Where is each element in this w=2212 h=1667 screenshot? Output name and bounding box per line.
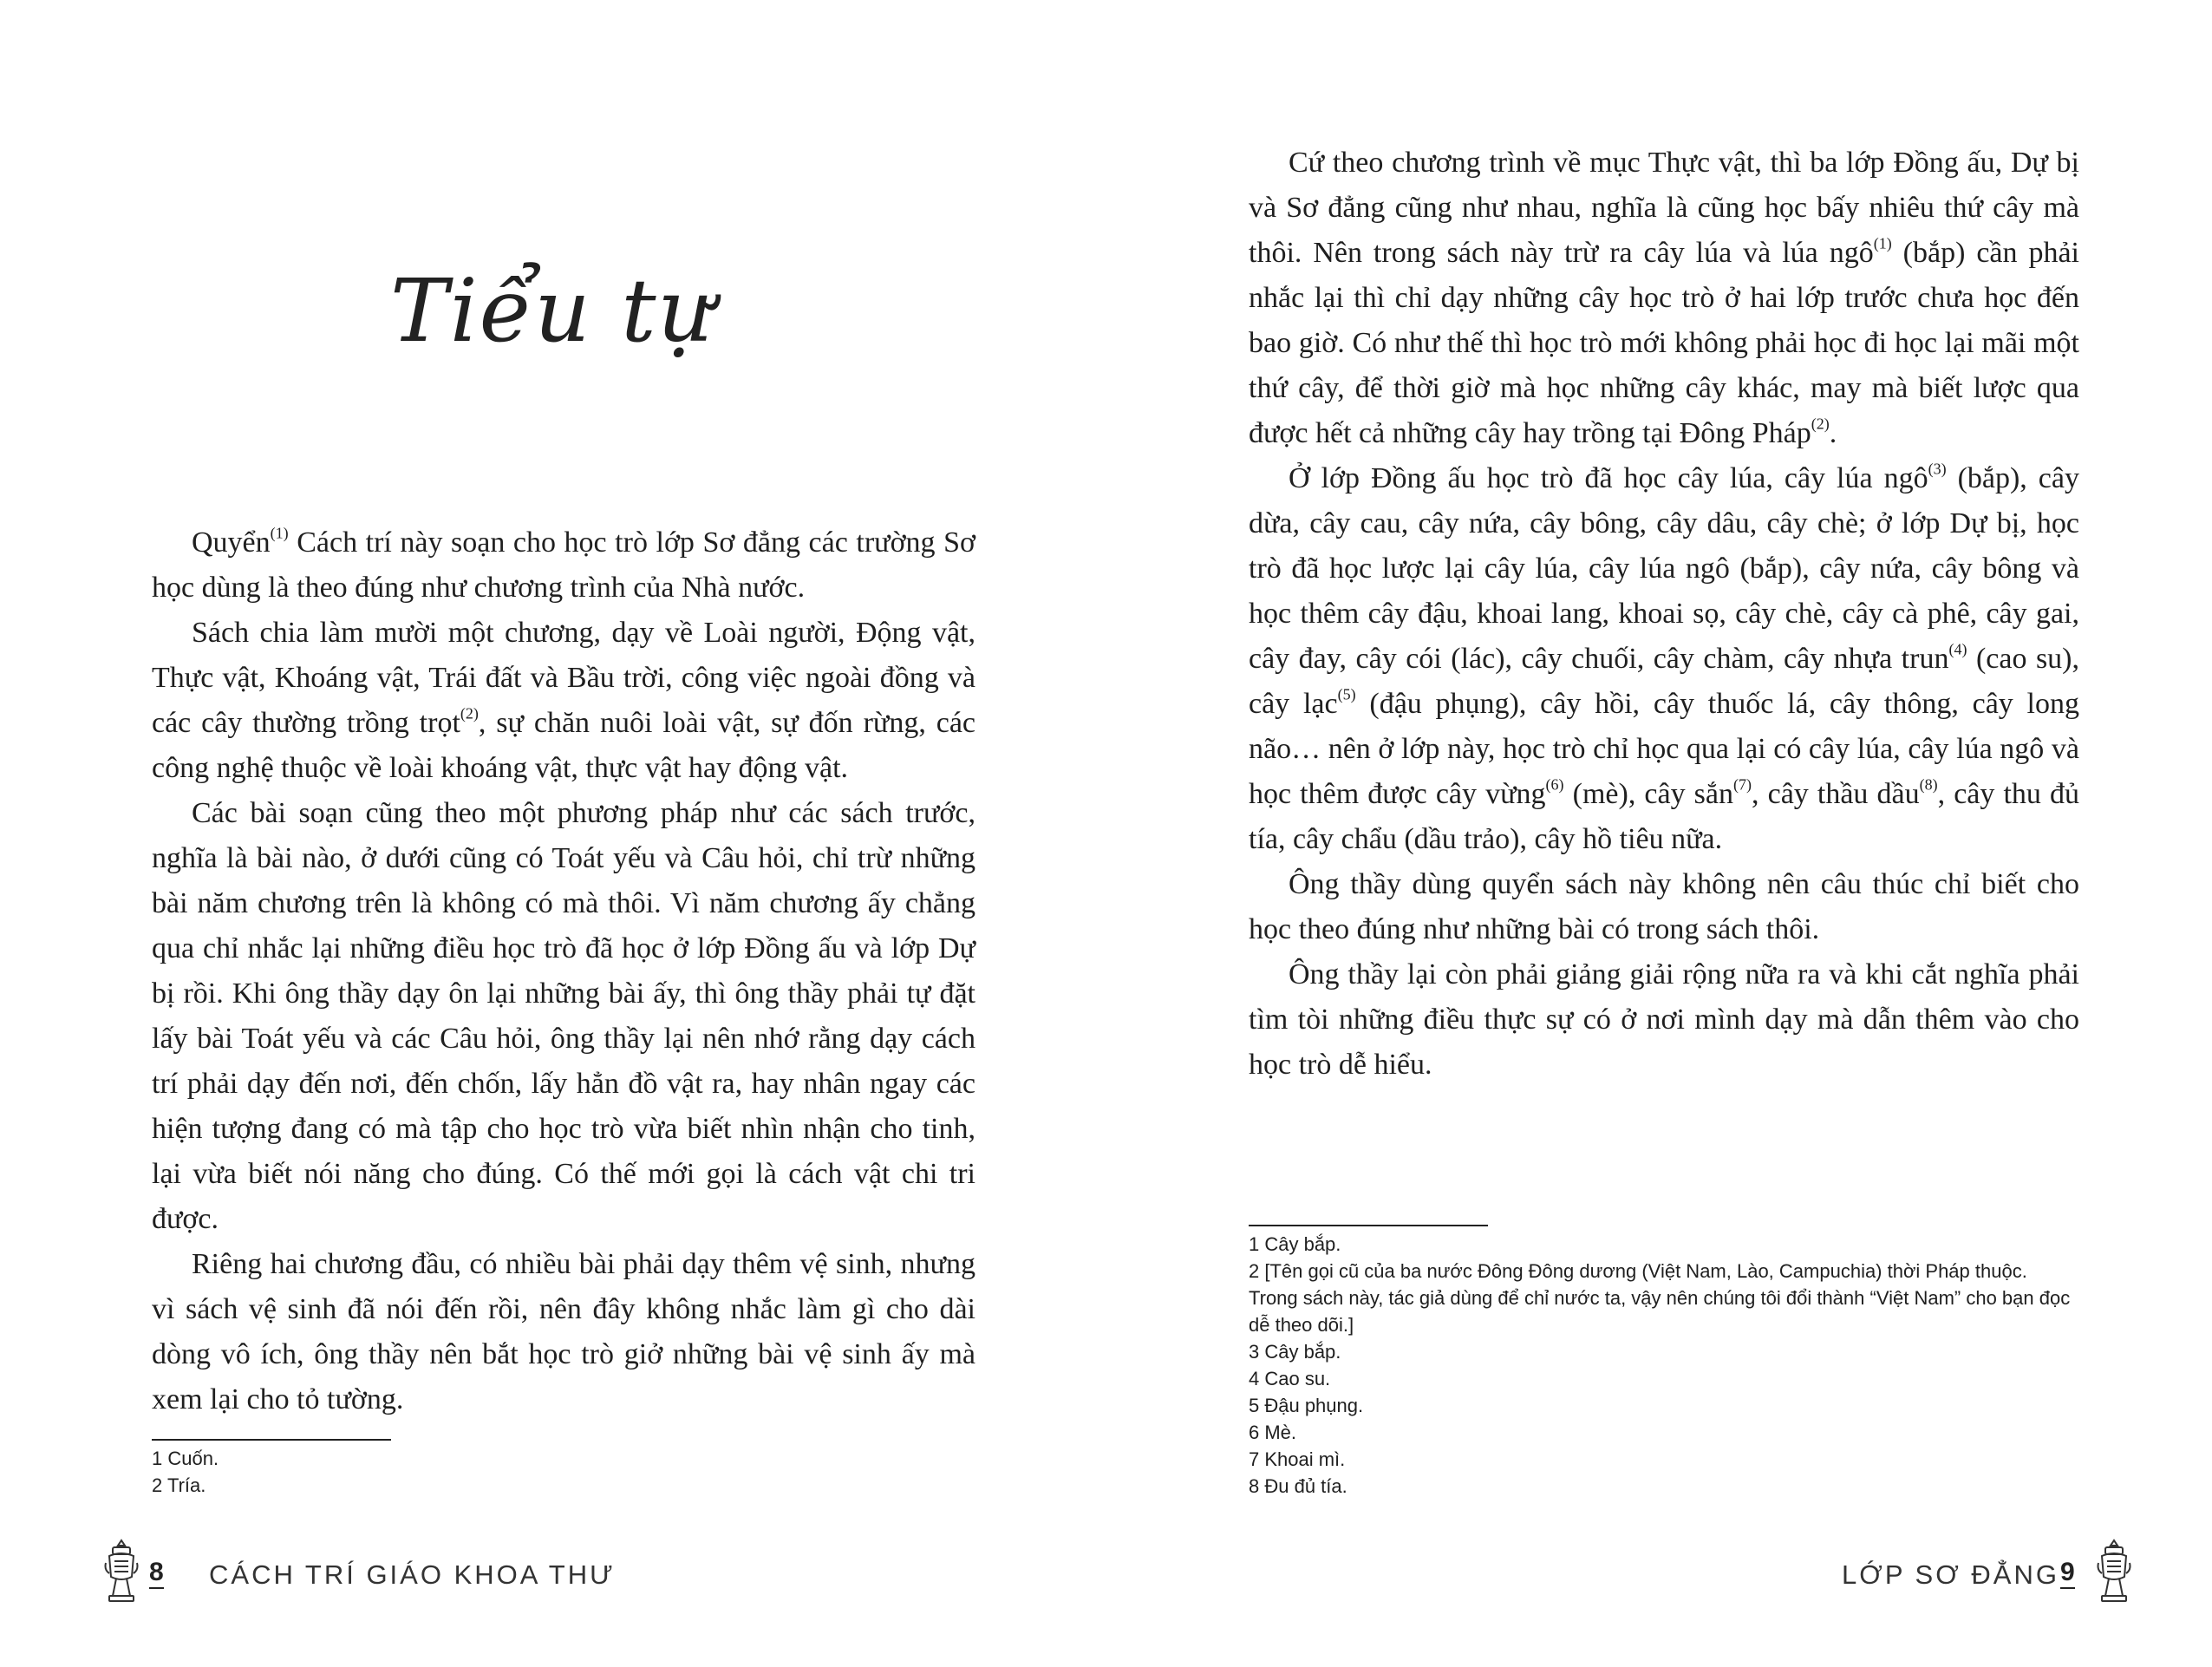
ornamental-emblem-icon — [102, 1537, 140, 1606]
footnote-marker: (8) — [1919, 775, 1938, 794]
text-run: . — [1829, 417, 1837, 449]
footnote: 2 [Tên gọi cũ của ba nước Đông Đông dương (Việt Nam, Lào, Campuchia) thời Pháp thuộc. Trong sách này, tác giả dùng để chỉ nước ta, vậy nên chúng tôi đổi thành “Việt Nam” cho bạn đọc dễ theo dõi.] — [1249, 1260, 2071, 1336]
running-title: CÁCH TRÍ GIÁO KHOA THƯ — [209, 1559, 616, 1590]
page-footer — [1106, 1537, 2212, 1606]
footnote: 8 Đu đủ tía. — [1249, 1475, 1347, 1497]
ornamental-emblem-icon — [2095, 1537, 2133, 1606]
footnote-marker: (4) — [1948, 640, 1967, 658]
text-run: Sách chia làm mười một chương, dạy về Loài người, Động vật, Thực vật, Khoáng vật, Trái đất và Bầu trời, công việc ngoài đồng và các cây thường trồng trọt — [152, 617, 975, 739]
body-paragraph — [152, 611, 975, 791]
page-number: 9 — [2060, 1559, 2075, 1589]
footnote: 7 Khoai mì. — [1249, 1448, 1346, 1470]
body-paragraph — [152, 791, 975, 1242]
footnotes — [1249, 1231, 2079, 1500]
footnote-divider — [1249, 1225, 1488, 1226]
text-run: (bắp) cần phải nhắc lại thì chỉ dạy những cây học trò ở hai lớp trước chưa học đến bao giờ. Có như thế thì học trò mới không phải học đi học lại mãi một thứ cây, để thời giờ mà học những cây khác, may mà biết lược qua được hết cả những cây hay trồng tại Đông Pháp — [1249, 237, 2079, 449]
page-number: 8 — [149, 1559, 164, 1589]
footnote-marker: (5) — [1337, 685, 1356, 703]
text-run: Quyển — [192, 526, 271, 559]
text-run: Ông thầy lại còn phải giảng giải rộng nữa ra và khi cắt nghĩa phải tìm tòi những điều thực sự có ở nơi mình dạy mà dẫn thêm vào cho học trò dễ hiểu. — [1249, 958, 2079, 1081]
footnote-marker: (1) — [1873, 234, 1892, 252]
body-paragraph — [1249, 862, 2079, 952]
footnote: 2 Tría. — [152, 1474, 206, 1496]
footnote-marker: (3) — [1928, 460, 1947, 478]
running-title: LỚP SƠ ĐẲNG — [1842, 1559, 2059, 1590]
body-paragraph — [1249, 952, 2079, 1088]
text-run: (bắp), cây dừa, cây cau, cây nứa, cây bông, cây dâu, cây chè; ở lớp Dự bị, học trò đã học lược lại cây lúa, cây lúa ngô (bắp), cây nứa, cây bông và học thêm cây đậu, khoai lang, khoai sọ, cây chè, cây cà phê, cây gai, cây đay, cây cói (lác), cây chuối, cây chàm, cây nhựa trun — [1249, 462, 2079, 675]
text-run: Riêng hai chương đầu, có nhiều bài phải dạy thêm vệ sinh, nhưng vì sách vệ sinh đã nói đến rồi, nên đây không nhắc làm gì cho dài dòng vô ích, ông thầy nên bắt học trò giở những bài vệ sinh ấy mà xem lại cho tỏ tường. — [152, 1248, 975, 1415]
text-run: (mè), cây sắn — [1563, 778, 1734, 810]
body-paragraph — [1249, 141, 2079, 456]
text-run: , cây thầu dầu — [1752, 778, 1920, 810]
left-body-text — [152, 520, 975, 1422]
footnote: 5 Đậu phụng. — [1249, 1395, 1364, 1416]
page-footer — [0, 1537, 1106, 1606]
footnote: 1 Cuốn. — [152, 1448, 219, 1469]
text-run: Cách trí này soạn cho học trò lớp Sơ đẳng các trường Sơ học dùng là theo đúng như chương trình của Nhà nước. — [152, 526, 975, 604]
footnote-divider — [152, 1439, 391, 1441]
footnote: 3 Cây bắp. — [1249, 1341, 1341, 1363]
right-body-text — [1249, 141, 2079, 1088]
footnote-marker: (2) — [460, 704, 479, 722]
right-page — [1106, 0, 2212, 1667]
footnote-marker: (7) — [1733, 775, 1752, 794]
text-run: (đậu phụng), cây hồi, cây thuốc lá, cây thông, cây long não… nên ở lớp này, học trò chỉ học qua lại có cây lúa, cây lúa ngô và học thêm được cây vừng — [1249, 688, 2080, 810]
text-run: Các bài soạn cũng theo một phương pháp như các sách trước, nghĩa là bài nào, ở dưới cũng có Toát yếu và Câu hỏi, chỉ trừ những bài năm chương trên là không có mà thôi. Vì năm chương ấy chẳng qua chỉ nhắc lại những điều học trò đã học ở lớp Đồng ấu và lớp Dự bị rồi. Khi ông thầy dạy ôn lại những bài ấy, thì ông thầy phải tự đặt lấy bài Toát yếu và các Câu hỏi, ông thầy lại nên nhớ rằng dạy cách trí phải dạy đến nơi, đến chốn, lấy hẳn đồ vật ra, hay nhân ngay các hiện tượng đang có mà tập cho học trò vừa biết nhìn nhận cho tinh, lại vừa biết nói năng cho đúng. Có thế mới gọi là cách vật chi tri được. — [152, 797, 975, 1235]
footnote: 1 Cây bắp. — [1249, 1233, 1341, 1255]
footnotes — [152, 1445, 672, 1499]
text-run: Ông thầy dùng quyển sách này không nên câu thúc chỉ biết cho học theo đúng như những bài có trong sách thôi. — [1249, 868, 2079, 945]
text-run: Ở lớp Đồng ấu học trò đã học cây lúa, cây lúa ngô — [1289, 462, 1928, 494]
text-run: Cứ theo chương trình về mục Thực vật, thì ba lớp Đồng ấu, Dự bị và Sơ đẳng cũng như nhau, nghĩa là cũng học bấy nhiêu thứ cây mà thôi. Nên trong sách này trừ ra cây lúa và lúa ngô — [1249, 147, 2079, 269]
text-run: , cây thu đủ tía, cây chẩu (dầu trảo), cây hồ tiêu nữa. — [1249, 778, 2080, 855]
body-paragraph — [1249, 456, 2079, 862]
text-run: , sự chăn nuôi loài vật, sự đốn rừng, các công nghệ thuộc về loài khoáng vật, thực vật hay động vật. — [152, 707, 975, 784]
body-paragraph — [152, 520, 975, 611]
page-title: Tiểu tự — [390, 260, 715, 362]
body-paragraph — [152, 1242, 975, 1422]
text-run: (cao su), cây lạc — [1249, 643, 2079, 720]
footnote-marker: (1) — [270, 524, 289, 542]
footnote: 6 Mè. — [1249, 1422, 1297, 1443]
footnote-marker: (2) — [1811, 415, 1830, 433]
footnote-marker: (6) — [1545, 775, 1564, 794]
footnote: 4 Cao su. — [1249, 1368, 1331, 1389]
